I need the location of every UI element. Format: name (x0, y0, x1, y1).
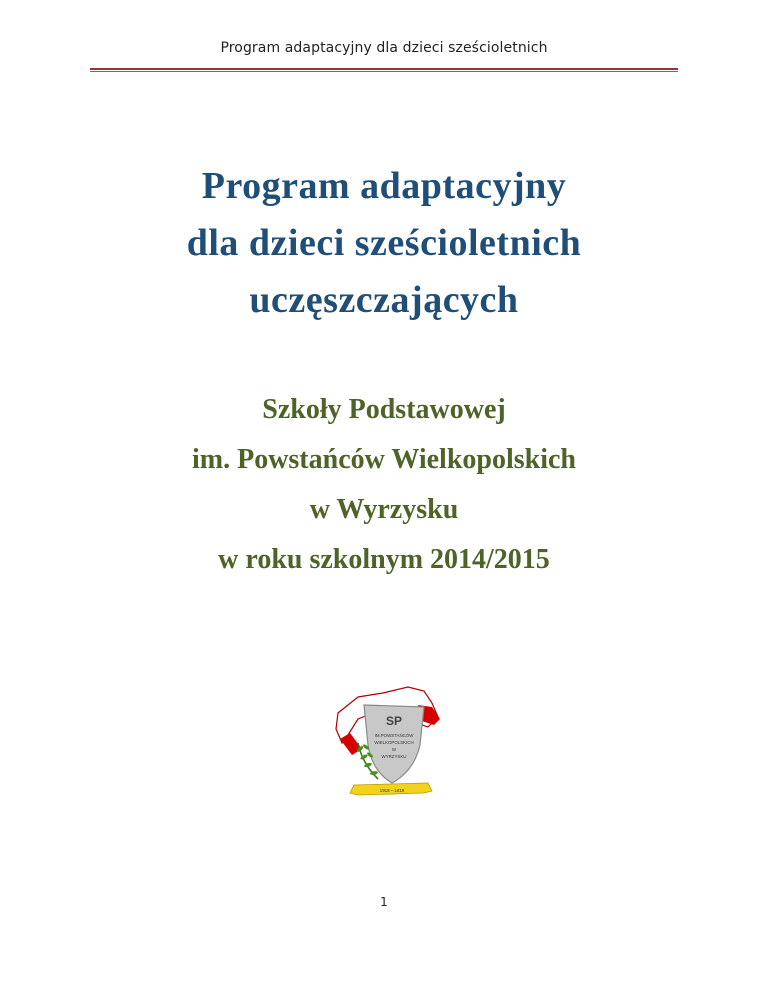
title-line-3: uczęszczających (249, 279, 519, 321)
school-line-3: w Wyrzysku (309, 494, 459, 525)
title-line-1: Program adaptacyjny (201, 165, 567, 207)
school-line-1: Szkoły Podstawowej (262, 394, 506, 425)
svg-text:W: W (391, 747, 397, 752)
header-rule (90, 68, 678, 70)
svg-text:IM.POWSTAŃCÓW: IM.POWSTAŃCÓW (374, 733, 414, 738)
school-emblem (328, 683, 440, 801)
school-info (0, 385, 768, 585)
school-line-2: im. Powstańców Wielkopolskich (191, 444, 576, 475)
svg-text:WIELKOPOLSKICH: WIELKOPOLSKICH (374, 740, 414, 745)
svg-text:1918 – 1919: 1918 – 1919 (379, 788, 405, 793)
page-number: 1 (380, 895, 388, 909)
title-line-2: dla dzieci sześcioletnich (186, 222, 582, 264)
running-header: Program adaptacyjny dla dzieci sześcioletnich (220, 40, 548, 56)
document-title (0, 158, 768, 329)
header-rule-thin (90, 71, 678, 72)
svg-text:SP: SP (385, 714, 403, 728)
school-line-4: w roku szkolnym 2014/2015 (218, 544, 550, 575)
svg-text:WYRZYSKU: WYRZYSKU (381, 754, 407, 759)
